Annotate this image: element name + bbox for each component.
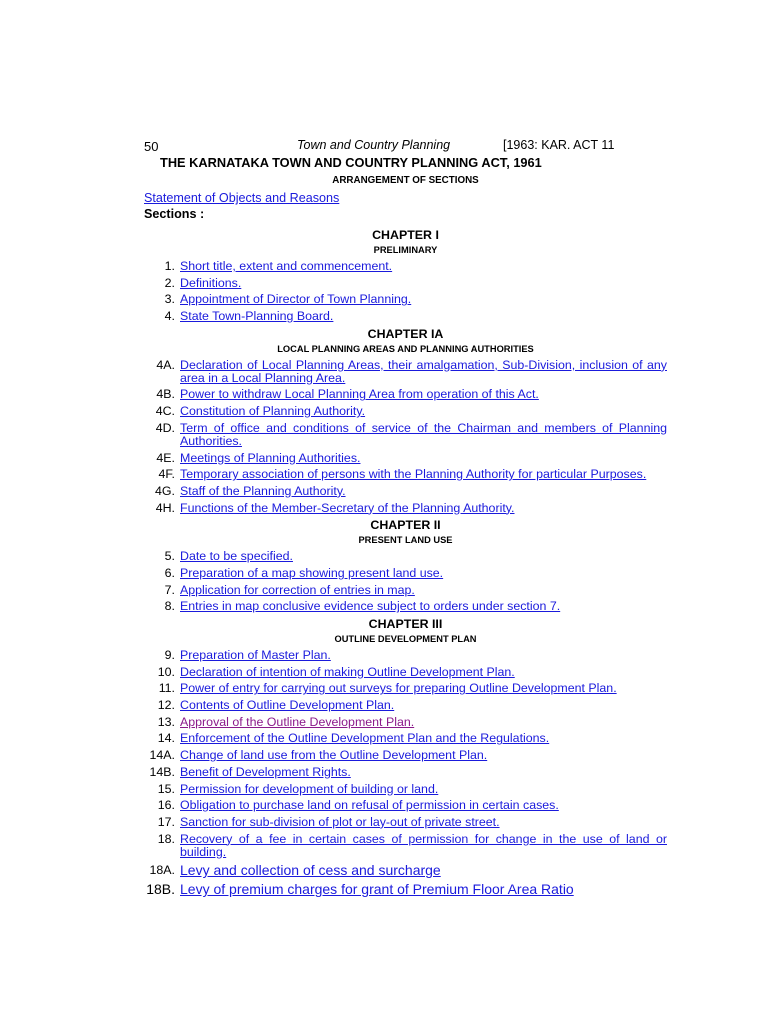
section-number: 1. [164,259,175,273]
act-title: THE KARNATAKA TOWN AND COUNTRY PLANNING ACT, 1961 [160,155,542,170]
section-link[interactable]: Permission for development of building or land. [180,781,439,796]
section-link[interactable]: Date to be specified. [180,549,293,564]
section-number: 4C. [155,404,175,419]
section-item [144,260,667,273]
section-link[interactable]: Levy of premium charges for grant of Premium Floor Area Ratio [180,881,574,898]
section-link[interactable]: Enforcement of the Outline Development Plan and the Regulations. [180,731,550,746]
chapter-3 [144,617,667,897]
section-link[interactable]: Entries in map conclusive evidence subject to orders under section 7. [180,599,561,614]
section-link[interactable]: Change of land use from the Outline Development Plan. [180,748,488,763]
section-link[interactable]: Power of entry for carrying out surveys for preparing Outline Development Plan. [180,681,617,696]
arrangement-heading: ARRANGEMENT OF SECTIONS [332,175,479,186]
section-item [144,600,667,613]
section-item [144,310,667,323]
section-item [144,862,667,878]
section-item [144,452,667,465]
section-link[interactable]: Obligation to purchase land on refusal of permission in certain cases. [180,798,559,813]
section-item [144,485,667,498]
section-item [144,584,667,597]
section-link[interactable]: Temporary association of persons with the Planning Authority for particular Purposes. [180,467,647,482]
document-page [144,138,667,900]
section-item [144,682,667,695]
section-number: 4F. [158,467,175,482]
running-title: Town and Country Planning [297,138,451,152]
section-item [144,422,667,448]
section-item [144,749,667,762]
section-link[interactable]: Meetings of Planning Authorities. [180,450,361,465]
section-number: 4G. [155,483,175,498]
section-item [144,716,667,729]
section-number: 7. [164,582,175,597]
section-link[interactable]: Levy and collection of cess and surcharge [180,862,441,879]
section-link[interactable]: Functions of the Member-Secretary of the Planning Authority. [180,500,515,515]
section-item [144,649,667,662]
section-number: 5. [164,549,175,564]
chapter-2 [144,518,667,613]
section-link[interactable]: Declaration of intention of making Outline Development Plan. [180,664,515,679]
section-link[interactable]: Short title, extent and commencement. [180,259,393,273]
section-link[interactable]: Sanction for sub-division of plot or lay-out of private street. [180,814,500,829]
section-item [144,881,667,897]
section-link[interactable]: Benefit of Development Rights. [180,764,351,779]
section-number: 11. [158,681,175,696]
section-link[interactable]: Definitions. [180,275,242,290]
chapter-1a [144,327,667,515]
section-link[interactable]: Declaration of Local Planning Areas, their amalgamation, Sub-Division, inclusion of any area in a Local Planning Area. [180,357,667,385]
act-reference: [1963: KAR. ACT 11 [503,138,615,152]
section-item [144,732,667,745]
section-link[interactable]: Appointment of Director of Town Planning. [180,292,412,307]
section-number: 4D. [155,420,175,435]
section-item [144,277,667,290]
section-number: 14A. [149,748,175,763]
section-number: 14B. [149,764,175,779]
running-header [144,138,667,154]
section-link[interactable]: Preparation of a map showing present land use. [180,565,444,580]
section-item [144,833,667,859]
section-item [144,293,667,306]
section-item [144,468,667,481]
page-number: 50 [144,139,159,154]
chapter-subtitle: OUTLINE DEVELOPMENT PLAN [334,634,477,644]
chapter-1 [144,228,667,323]
section-number: 18. [157,831,175,846]
statement-of-objects-link[interactable]: Statement of Objects and Reasons [144,191,340,205]
section-item [144,783,667,796]
section-number: 4B. [156,387,175,402]
section-number: 18A. [149,863,175,878]
chapter-title: CHAPTER III [368,617,443,631]
chapter-title: CHAPTER IA [367,326,444,341]
section-item [144,359,667,385]
section-number: 2. [164,275,175,290]
section-item [144,816,667,829]
section-number: 16. [157,798,175,813]
section-item [144,766,667,779]
section-number: 8. [164,599,175,614]
section-link[interactable]: Preparation of Master Plan. [180,648,331,662]
section-item [144,388,667,401]
section-item [144,550,667,563]
section-link[interactable]: Contents of Outline Development Plan. [180,698,395,713]
section-link[interactable]: Term of office and conditions of service of the Chairman and members of Planning Authorities. [180,420,667,448]
chapter-title: CHAPTER I [372,228,439,242]
section-number: 4. [164,309,175,324]
section-item [144,502,667,515]
section-item [144,567,667,580]
chapter-subtitle: LOCAL PLANNING AREAS AND PLANNING AUTHORITIES [277,343,534,354]
chapter-title: CHAPTER II [370,518,441,533]
section-number: 18B. [146,881,175,898]
section-number: 6. [164,565,175,580]
section-link[interactable]: State Town-Planning Board. [180,309,334,324]
section-item [144,699,667,712]
section-link[interactable]: Recovery of a fee in certain cases of permission for change in the use of land or building. [180,831,667,859]
section-number: 14. [157,731,175,746]
section-number: 12. [157,698,175,713]
chapter-subtitle: PRELIMINARY [373,245,438,255]
section-number: 13. [157,714,175,729]
section-number: 10. [157,664,175,679]
section-item [144,405,667,418]
section-number: 9. [164,648,175,662]
section-link[interactable]: Staff of the Planning Authority. [180,483,346,498]
section-link-visited[interactable]: Approval of the Outline Development Plan. [180,714,415,729]
sections-label: Sections : [144,207,205,221]
section-number: 3. [164,292,175,307]
section-item [144,799,667,812]
section-number: 4E. [156,450,175,465]
section-item [144,666,667,679]
section-link[interactable]: Application for correction of entries in map. [180,582,415,597]
section-number: 15. [157,781,175,796]
section-link[interactable]: Constitution of Planning Authority. [180,404,366,419]
section-number: 4A. [156,357,175,372]
section-link[interactable]: Power to withdraw Local Planning Area from operation of this Act. [180,387,539,402]
chapter-subtitle: PRESENT LAND USE [358,535,453,546]
section-number: 17. [157,814,175,829]
section-number: 4H. [155,500,175,515]
